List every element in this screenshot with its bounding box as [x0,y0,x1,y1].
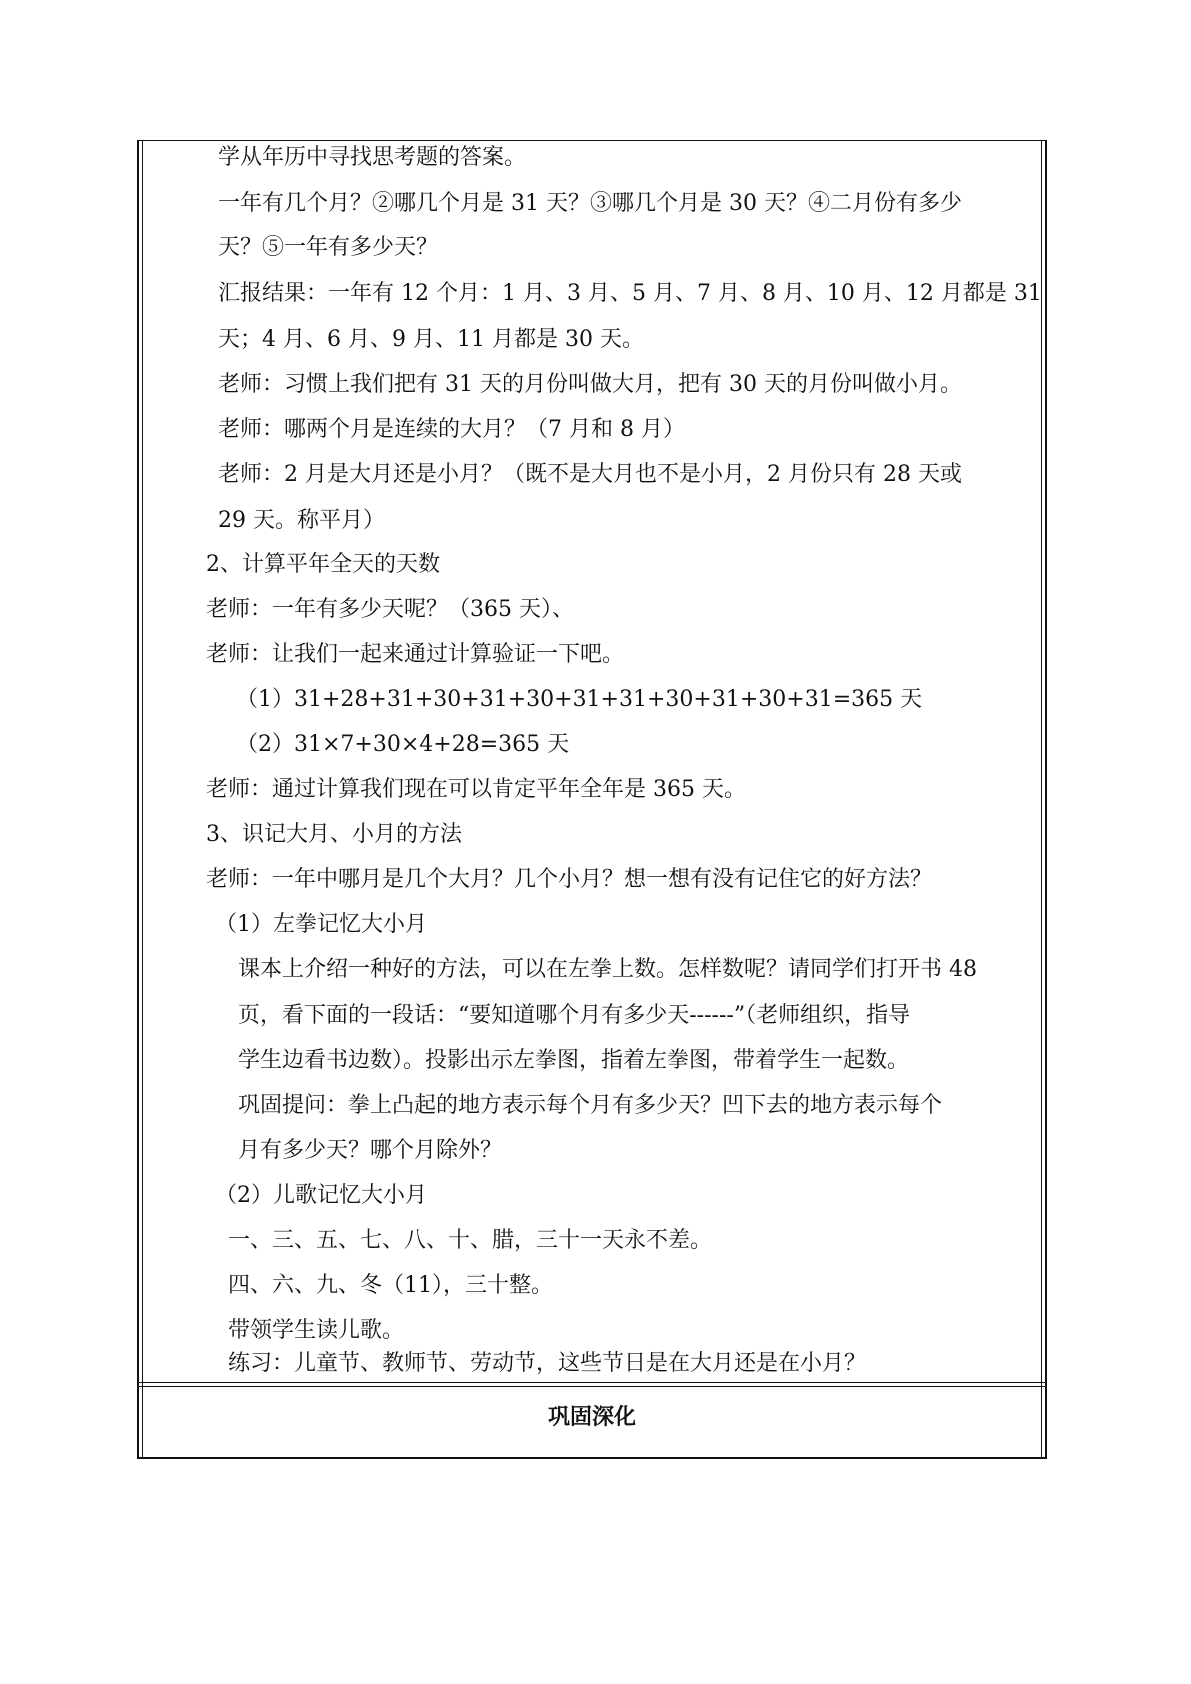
subsection-title: （2）儿歌记忆大小月 [215,1183,427,1208]
text-line: 带领学生读儿歌。 [228,1318,405,1343]
section-title: 3、识记大月、小月的方法 [206,822,462,847]
text-line: 老师：一年中哪月是几个大月？几个小月？想一想有没有记住它的好方法？ [206,867,933,892]
text-line: 老师：习惯上我们把有 31 天的月份叫做大月，把有 30 天的月份叫做小月。 [218,372,962,397]
section-title: 2、计算平年全天的天数 [206,552,440,577]
formula-line: （2）31×7+30×4+28=365 天 [236,732,570,757]
text-line: 天；4 月、6 月、9 月、11 月都是 30 天。 [218,327,644,352]
table-border-right-outer [1045,140,1047,1458]
text-line: 天？⑤一年有多少天？ [218,235,439,260]
rhyme-line: 一、三、五、七、八、十、腊，三十一天永不差。 [228,1228,713,1253]
text-line: 汇报结果：一年有 12 个月：1 月、3 月、5 月、7 月、8 月、10 月、12 月都是 31 [218,281,1042,306]
text-line: 老师：2 月是大月还是小月？（既不是大月也不是小月，2 月份只有 28 天或 [218,462,962,487]
table-border-left-outer [137,140,139,1458]
text-line: 学生边看书边数）。投影出示左拳图，指着左拳图，带着学生一起数。 [238,1048,910,1073]
row-divider-lower [137,1386,1047,1387]
table-border-left-inner [142,140,143,1458]
rhyme-line: 四、六、九、冬（11），三十整。 [228,1273,553,1298]
row-divider-upper [137,1382,1047,1383]
table-border-top [137,140,1047,141]
text-line: 一年有几个月？②哪几个月是 31 天？③哪几个月是 30 天？④二月份有多少 [218,191,962,216]
text-line: 练习：儿童节、教师节、劳动节，这些节日是在大月还是在小月？ [228,1351,867,1376]
text-line: 学从年历中寻找思考题的答案。 [218,145,527,170]
text-line: 页，看下面的一段话：“要知道哪个月有多少天------”（老师组织，指导 [238,1003,911,1028]
text-line: 月有多少天？哪个月除外？ [238,1138,503,1163]
text-line: 巩固提问：拳上凸起的地方表示每个月有多少天？凹下去的地方表示每个 [238,1093,943,1118]
subsection-title: （1）左拳记忆大小月 [215,912,427,937]
text-line: 老师：让我们一起来通过计算验证一下吧。 [206,642,625,667]
formula-line: （1）31+28+31+30+31+30+31+31+30+31+30+31=365 天 [236,687,923,712]
section-heading: 巩固深化 [547,1404,636,1430]
text-line: 课本上介绍一种好的方法，可以在左拳上数。怎样数呢？请同学们打开书 48 [238,957,977,982]
text-line: 老师：一年有多少天呢？（365 天）、 [206,597,574,622]
text-line: 老师：哪两个月是连续的大月？（7 月和 8 月） [218,417,685,442]
table-border-bottom [137,1457,1047,1459]
text-line: 老师：通过计算我们现在可以肯定平年全年是 365 天。 [206,777,746,802]
text-line: 29 天。称平月） [218,508,385,533]
table-border-right-inner [1041,140,1042,1458]
